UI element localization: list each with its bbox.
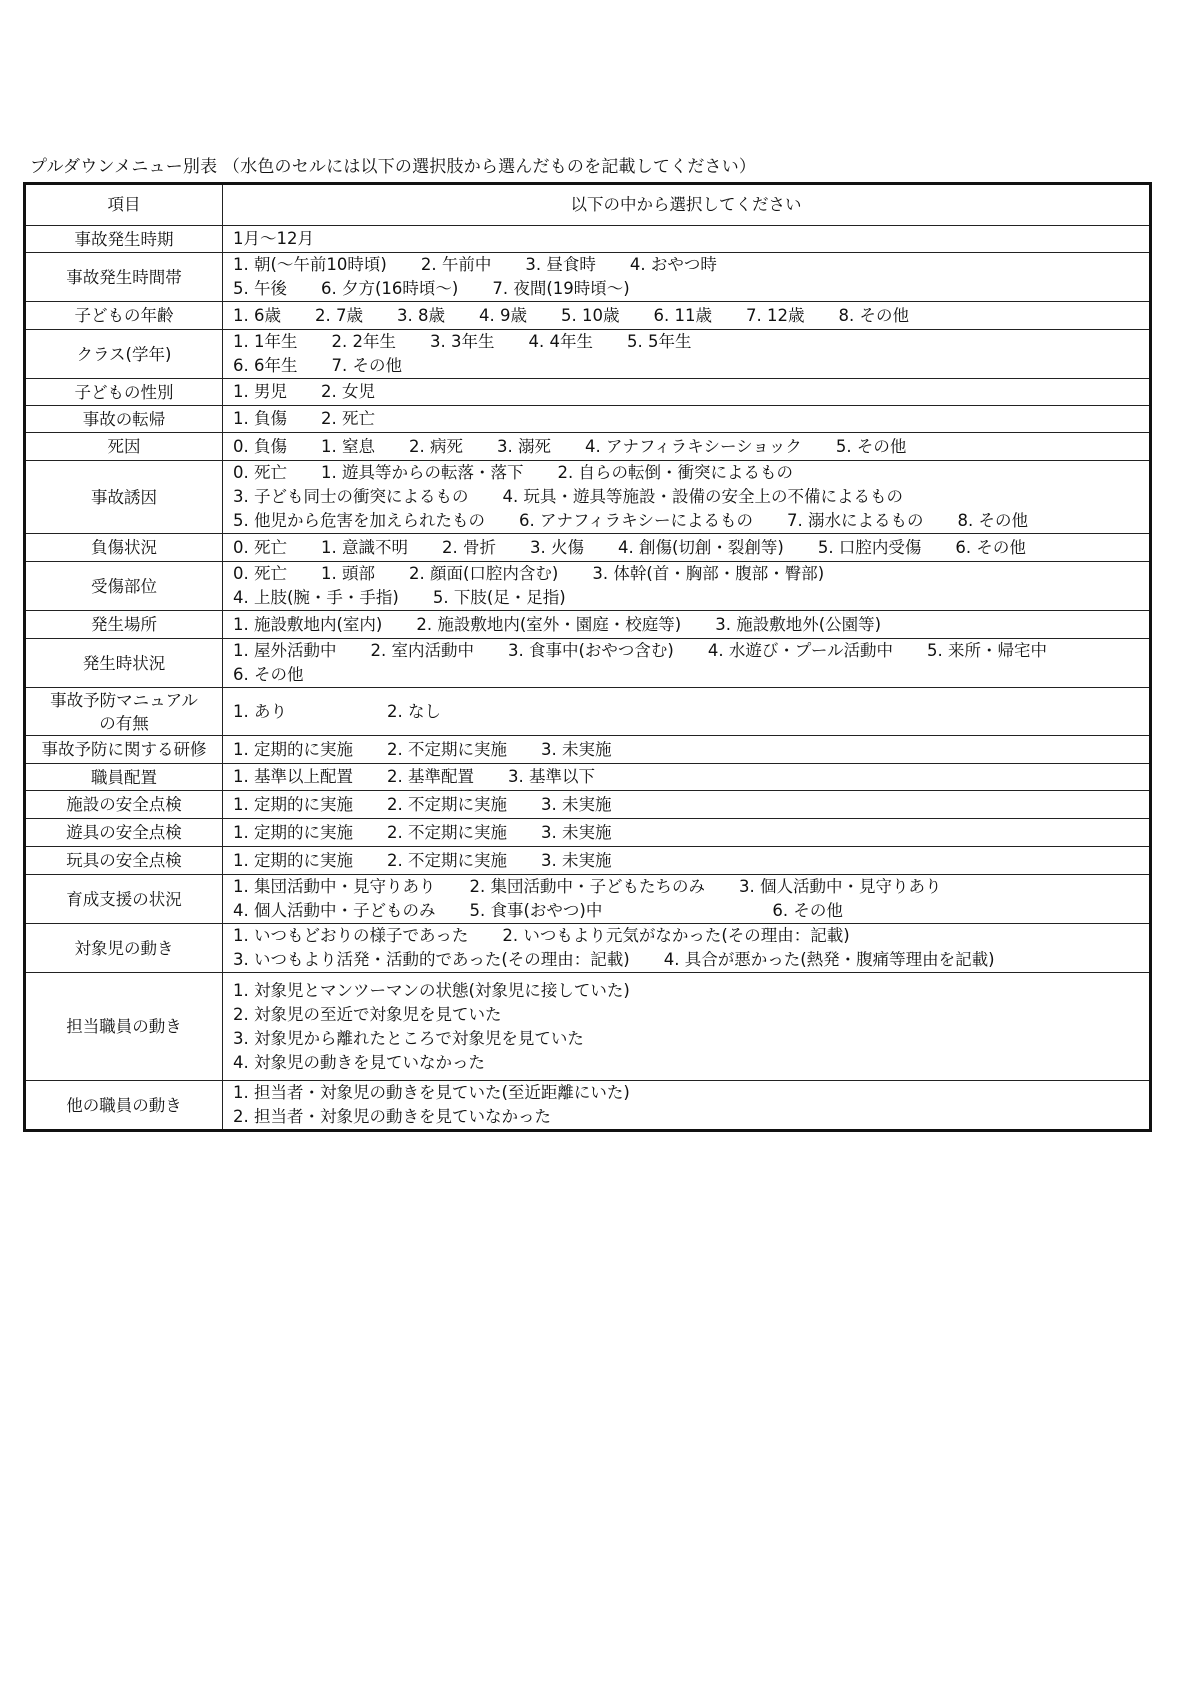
row-options (223, 379, 1151, 406)
option-line (233, 304, 1139, 328)
option-line (233, 899, 1139, 923)
option-item: 1. 定期的に実施 (233, 822, 353, 842)
option-item: 1. 施設敷地内(室内) (233, 614, 383, 634)
option-item: 1. 遊具等からの転落・落下 (321, 463, 524, 482)
option-line (233, 330, 1139, 354)
option-item: 1. 1年生 (233, 332, 298, 351)
option-item: 8. その他 (838, 305, 909, 325)
option-item: 2. 不定期に実施 (387, 794, 507, 814)
option-item: 5. 食事(おやつ)中 (469, 901, 603, 920)
option-line (233, 435, 1139, 459)
option-item: 3. 未実施 (541, 794, 612, 814)
option-item: 1. 担当者・対象児の動きを見ていた(至近距離にいた) (233, 1083, 630, 1102)
table-row (25, 688, 1151, 736)
row-options (223, 973, 1151, 1081)
option-item: 1. 6歳 (233, 305, 281, 325)
row-item-label: 事故予防に関する研修 (25, 736, 223, 764)
option-item: 6. 夕方(16時頃～) (321, 279, 459, 298)
option-item: 6. その他 (955, 537, 1026, 557)
option-item: 0. 死亡 (233, 564, 287, 583)
option-item: 2. 死亡 (321, 409, 375, 428)
option-item: 4. 創傷(切創・裂創等) (618, 537, 784, 557)
option-item: 1. 定期的に実施 (233, 739, 353, 759)
option-item: 3. 食事中(おやつ含む) (508, 641, 674, 660)
table-row (25, 226, 1151, 253)
option-item: 3. 体幹(首・胸部・腹部・臀部) (592, 564, 825, 583)
option-item: 1. 定期的に実施 (233, 850, 353, 870)
option-line (233, 354, 1139, 378)
option-item: 3. 子ども同士の衝突によるもの (233, 487, 469, 506)
option-item: 8. その他 (957, 511, 1029, 530)
row-options (223, 791, 1151, 819)
option-item: 2. 顔面(口腔内含む) (409, 564, 559, 583)
table-row (25, 973, 1151, 1081)
option-item: 4. 対象児の動きを見ていなかった (233, 1052, 485, 1072)
option-item: 1. 頭部 (321, 564, 375, 583)
option-line (233, 1027, 1139, 1051)
row-item-label: 遊具の安全点検 (25, 819, 223, 847)
option-item: 1. 朝(～午前10時頃) (233, 255, 387, 274)
table-row (25, 433, 1151, 461)
option-item: 6. 6年生 (233, 356, 298, 375)
option-item: 3. 火傷 (530, 537, 584, 557)
option-item: 2. なし (387, 701, 441, 721)
option-item: 5. 口腔内受傷 (817, 537, 922, 557)
table-row (25, 819, 1151, 847)
option-item: 6. アナフィラキシーによるもの (519, 511, 754, 530)
option-item: 0. 死亡 (233, 463, 287, 482)
option-item: 4. 9歳 (479, 305, 527, 325)
option-item: 2. 2年生 (331, 332, 396, 351)
option-item: 7. 溺水によるもの (787, 511, 924, 530)
row-options (223, 406, 1151, 433)
row-item-label: 負傷状況 (25, 534, 223, 562)
table-row (25, 736, 1151, 764)
option-line (233, 948, 1139, 972)
row-options (223, 819, 1151, 847)
option-item: 1. いつもどおりの様子であった (233, 926, 469, 945)
option-item: 2. 骨折 (442, 537, 496, 557)
option-item: 6. その他 (233, 665, 304, 684)
option-item: 4. 具合が悪かった(熱発・腹痛等理由を記載) (663, 950, 995, 969)
row-item-label: 事故の転帰 (25, 406, 223, 433)
option-line (233, 1105, 1139, 1129)
option-line (233, 738, 1139, 762)
row-item-label: 担当職員の動き (25, 973, 223, 1081)
option-item: 5. 午後 (233, 279, 287, 298)
option-item: 5. 10歳 (561, 305, 620, 325)
table-row (25, 379, 1151, 406)
option-item: 2. 不定期に実施 (387, 822, 507, 842)
row-item-label: 玩具の安全点検 (25, 847, 223, 875)
option-item: 4. アナフィラキシーショック (585, 436, 802, 456)
option-item: 1月～12月 (233, 229, 314, 248)
table-row (25, 875, 1151, 924)
option-item: 2. いつもより元気がなかった(その理由：記載) (502, 926, 850, 945)
table-row (25, 461, 1151, 534)
option-line (233, 277, 1139, 301)
option-item: 5. 来所・帰宅中 (927, 641, 1048, 660)
option-item: 4. 4年生 (528, 332, 593, 351)
option-item: 0. 死亡 (233, 537, 287, 557)
table-row (25, 302, 1151, 330)
option-item: 3. 昼食時 (525, 255, 596, 274)
option-item: 2. 7歳 (315, 305, 363, 325)
option-item: 1. 男児 (233, 382, 287, 401)
option-line (233, 407, 1139, 431)
row-item-label: 施設の安全点検 (25, 791, 223, 819)
option-item: 0. 負傷 (233, 436, 287, 456)
option-item: 7. 夜間(19時頃～) (492, 279, 630, 298)
row-options (223, 534, 1151, 562)
option-line (233, 253, 1139, 277)
option-item: 5. 他児から危害を加えられたもの (233, 511, 485, 530)
row-item-label: 子どもの年齢 (25, 302, 223, 330)
row-options (223, 461, 1151, 534)
option-line (233, 765, 1139, 789)
row-item-label: 事故予防マニュアル の有無 (25, 688, 223, 736)
option-line (233, 227, 1139, 251)
table-row (25, 924, 1151, 973)
table-row (25, 639, 1151, 688)
row-options (223, 924, 1151, 973)
row-item-label: 事故発生時間帯 (25, 253, 223, 302)
option-line (233, 380, 1139, 404)
option-item: 5. 下肢(足・足指) (432, 588, 566, 607)
option-line (233, 1051, 1139, 1075)
option-item: 4. 水遊び・プール活動中 (707, 641, 894, 660)
option-item: 1. 定期的に実施 (233, 794, 353, 814)
option-item: 3. 個人活動中・見守りあり (739, 877, 942, 896)
header-options: 以下の中から選択してください (223, 184, 1151, 226)
row-item-label: 発生場所 (25, 611, 223, 639)
option-item: 1. 基準以上配置 (233, 767, 353, 786)
header-item: 項目 (25, 184, 223, 226)
option-item: 3. 未実施 (541, 822, 612, 842)
table-row (25, 406, 1151, 433)
row-item-label: 死因 (25, 433, 223, 461)
option-line (233, 924, 1139, 948)
option-item: 3. いつもより活発・活動的であった(その理由：記載) (233, 950, 630, 969)
row-item-label: クラス(学年) (25, 330, 223, 379)
option-item: 6. 11歳 (653, 305, 712, 325)
option-line (233, 849, 1139, 873)
option-item: 2. 基準配置 (387, 767, 474, 786)
option-item: 2. 施設敷地内(室外・園庭・校庭等) (416, 614, 682, 634)
row-options (223, 736, 1151, 764)
option-item: 2. 不定期に実施 (387, 850, 507, 870)
option-line (233, 700, 1139, 724)
row-item-label: 発生時状況 (25, 639, 223, 688)
table-header-row (25, 184, 1151, 226)
row-item-label: 事故発生時期 (25, 226, 223, 253)
option-line (233, 875, 1139, 899)
option-line (233, 485, 1139, 509)
option-line (233, 562, 1139, 586)
option-line (233, 1003, 1139, 1027)
table-row (25, 330, 1151, 379)
option-item: 3. 溺死 (497, 436, 551, 456)
table-row (25, 253, 1151, 302)
option-line (233, 509, 1139, 533)
table-row (25, 1081, 1151, 1131)
row-options (223, 611, 1151, 639)
option-item: 1. 集団活動中・見守りあり (233, 877, 436, 896)
option-item: 2. 対象児の至近で対象児を見ていた (233, 1004, 502, 1024)
row-options (223, 847, 1151, 875)
option-item: 4. 玩具・遊具等施設・設備の安全上の不備によるもの (502, 487, 903, 506)
row-item-label: 受傷部位 (25, 562, 223, 611)
option-item: 1. 窒息 (321, 436, 375, 456)
option-line (233, 663, 1139, 687)
row-item-label: 対象児の動き (25, 924, 223, 973)
option-item: 2. 病死 (409, 436, 463, 456)
row-options (223, 330, 1151, 379)
pulldown-menu-table (23, 182, 1152, 1132)
option-line (233, 1081, 1139, 1105)
option-line (233, 613, 1139, 637)
table-row (25, 791, 1151, 819)
row-options (223, 764, 1151, 791)
row-options (223, 639, 1151, 688)
row-item-label: 子どもの性別 (25, 379, 223, 406)
option-item: 2. 午前中 (420, 255, 492, 274)
option-item: 3. 対象児から離れたところで対象児を見ていた (233, 1028, 584, 1048)
row-options (223, 875, 1151, 924)
option-line (233, 793, 1139, 817)
option-line (233, 639, 1139, 663)
row-options (223, 562, 1151, 611)
option-item: 4. 個人活動中・子どものみ (233, 901, 436, 920)
option-item: 3. 基準以下 (508, 767, 595, 786)
row-item-label: 育成支援の状況 (25, 875, 223, 924)
option-item: 2. 自らの転倒・衝突によるもの (557, 463, 793, 482)
option-item: 1. 対象児とマンツーマンの状態(対象児に接していた) (233, 980, 630, 1000)
option-item: 1. 意識不明 (321, 537, 408, 557)
option-item: 1. 屋外活動中 (233, 641, 337, 660)
option-item: 2. 担当者・対象児の動きを見ていなかった (233, 1107, 551, 1126)
table-row (25, 611, 1151, 639)
option-line (233, 586, 1139, 610)
option-item: 2. 女児 (321, 382, 375, 401)
option-item: 4. 上肢(腕・手・手指) (233, 588, 399, 607)
option-line (233, 821, 1139, 845)
option-item: 1. あり (233, 701, 287, 721)
option-item: 1. 負傷 (233, 409, 287, 428)
row-item-label: 他の職員の動き (25, 1081, 223, 1131)
option-item: 2. 不定期に実施 (387, 739, 507, 759)
table-row (25, 534, 1151, 562)
option-line (233, 461, 1139, 485)
row-options (223, 226, 1151, 253)
option-line (233, 536, 1139, 560)
option-line (233, 979, 1139, 1003)
option-item: 5. その他 (835, 436, 907, 456)
row-options (223, 688, 1151, 736)
option-item: 2. 集団活動中・子どもたちのみ (469, 877, 705, 896)
option-item: 3. 施設敷地外(公園等) (715, 614, 882, 634)
option-item: 7. 12歳 (745, 305, 805, 325)
row-item-label: 事故誘因 (25, 461, 223, 534)
option-item: 7. その他 (331, 356, 402, 375)
row-options (223, 302, 1151, 330)
option-item: 5. 5年生 (627, 332, 692, 351)
table-row (25, 764, 1151, 791)
row-options (223, 433, 1151, 461)
row-options (223, 1081, 1151, 1131)
option-item: 3. 未実施 (541, 850, 612, 870)
table-row (25, 562, 1151, 611)
option-item: 3. 8歳 (397, 305, 445, 325)
option-item: 3. 未実施 (541, 739, 612, 759)
row-item-label: 職員配置 (25, 764, 223, 791)
table-row (25, 847, 1151, 875)
option-item: 3. 3年生 (430, 332, 495, 351)
option-item: 4. おやつ時 (629, 255, 717, 274)
table-caption: プルダウンメニュー別表 （水色のセルには以下の選択肢から選んだものを記載してください） (30, 157, 757, 177)
option-item: 6. その他 (772, 901, 843, 920)
row-options (223, 253, 1151, 302)
option-item: 2. 室内活動中 (370, 641, 474, 660)
